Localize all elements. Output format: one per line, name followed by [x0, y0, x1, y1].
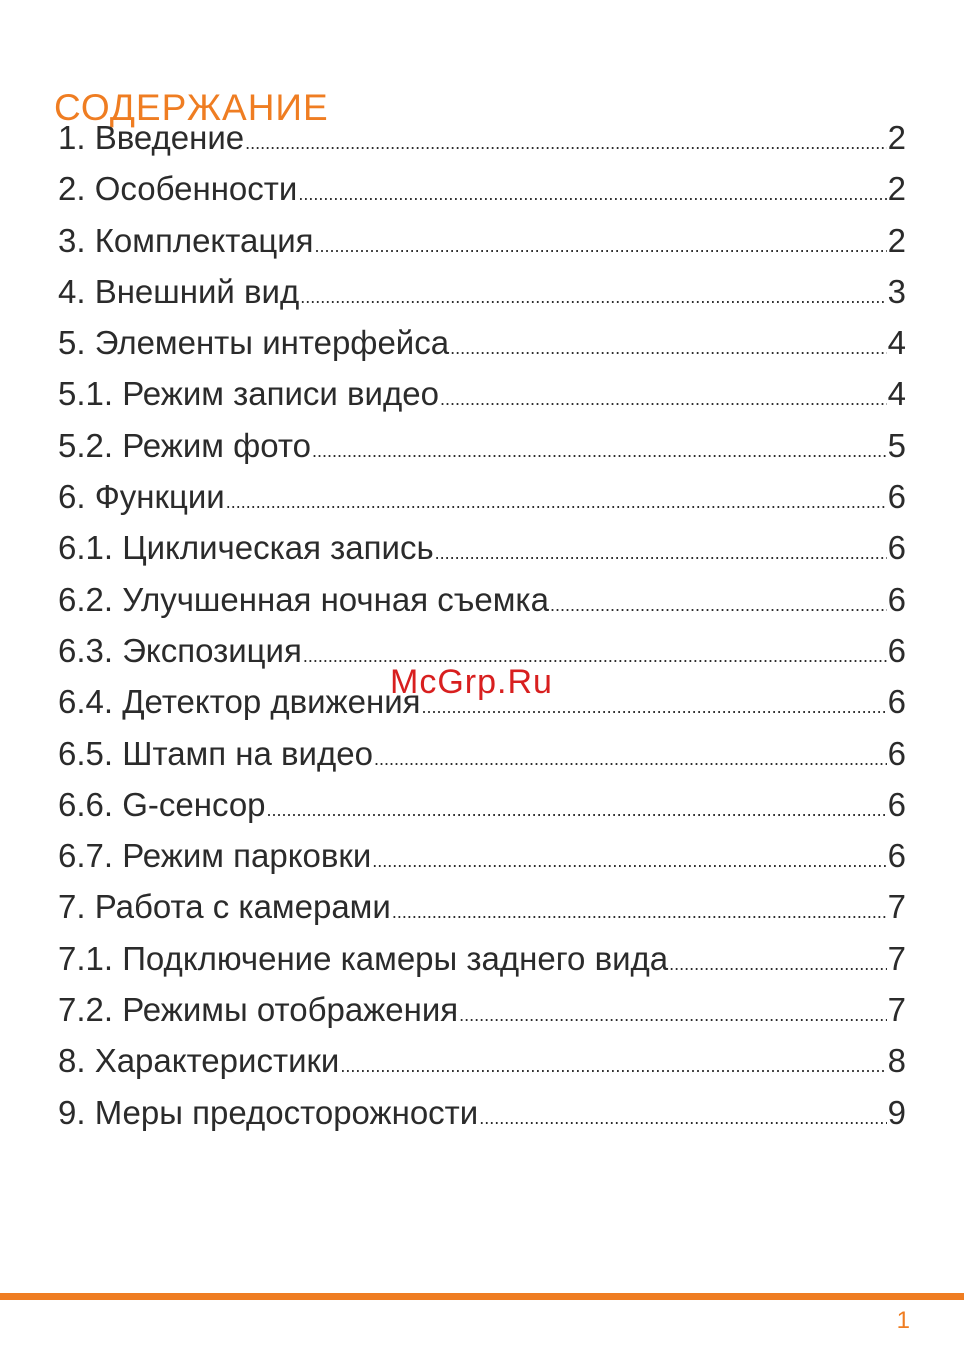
toc-entry-label: 8. Характеристики	[58, 1042, 340, 1080]
toc-entry-page: 6	[887, 837, 906, 875]
toc-entry-page: 2	[887, 119, 906, 156]
toc-entry-precautions[interactable]	[58, 1087, 906, 1138]
page-title: СОДЕРЖАНИЕ	[54, 86, 329, 128]
toc-entry-label: 6.7. Режим парковки	[58, 837, 372, 875]
dot-leader	[459, 990, 887, 1041]
toc-entry-label: 7.2. Режимы отображения	[58, 991, 459, 1029]
toc-entry-introduction[interactable]	[58, 112, 906, 163]
toc-entry-label: 6.6. G-сенсор	[58, 785, 266, 823]
table-of-contents	[58, 112, 906, 1138]
toc-entry-label: 9. Меры предосторожности	[58, 1093, 479, 1131]
toc-entry-page: 7	[887, 939, 906, 977]
toc-entry-label: 2. Особенности	[58, 170, 298, 208]
toc-entry-interface-elements[interactable]	[58, 317, 906, 368]
toc-entry-page: 4	[887, 375, 906, 413]
dot-leader	[372, 836, 886, 887]
toc-entry-page: 6	[887, 734, 906, 772]
toc-entry-label: 1. Введение	[58, 119, 245, 156]
toc-entry-page: 2	[887, 221, 906, 259]
dot-leader	[300, 272, 886, 323]
toc-entry-package[interactable]	[58, 215, 906, 266]
toc-entry-page: 6	[887, 785, 906, 823]
toc-entry-page: 6	[887, 683, 906, 721]
toc-entry-page: 6	[887, 580, 906, 618]
toc-entry-label: 6. Функции	[58, 478, 225, 516]
toc-entry-label: 7. Работа с камерами	[58, 888, 391, 926]
dot-leader	[226, 477, 887, 528]
toc-entry-label: 6.1. Циклическая запись	[58, 529, 434, 567]
dot-leader	[340, 1041, 886, 1092]
toc-entry-label: 6.3. Экспозиция	[58, 631, 302, 669]
toc-entry-video-mode[interactable]	[58, 368, 906, 419]
toc-entry-specifications[interactable]	[58, 1035, 906, 1086]
dot-leader	[450, 323, 887, 374]
footer-divider	[0, 1293, 964, 1300]
dot-leader	[479, 1093, 886, 1144]
dot-leader	[312, 426, 887, 477]
toc-entry-camera-work[interactable]	[58, 881, 906, 932]
toc-entry-page: 5	[887, 426, 906, 464]
page-number: 1	[896, 1307, 910, 1334]
toc-entry-display-modes[interactable]	[58, 984, 906, 1035]
toc-entry-label: 6.4. Детектор движения	[58, 683, 421, 721]
toc-entry-functions[interactable]	[58, 471, 906, 522]
toc-entry-appearance[interactable]	[58, 266, 906, 317]
toc-entry-night-shooting[interactable]	[58, 574, 906, 625]
toc-entry-page: 6	[887, 478, 906, 516]
toc-entry-label: 6.5. Штамп на видео	[58, 734, 373, 772]
dot-leader	[315, 221, 887, 272]
toc-entry-page: 8	[887, 1042, 906, 1080]
toc-entry-page: 9	[887, 1093, 906, 1131]
toc-entry-label: 7.1. Подключение камеры заднего вида	[58, 939, 669, 977]
toc-entry-photo-mode[interactable]	[58, 420, 906, 471]
toc-entry-label: 5.2. Режим фото	[58, 426, 311, 464]
toc-entry-parking-mode[interactable]	[58, 830, 906, 881]
dot-leader	[440, 374, 887, 425]
dot-leader	[435, 528, 887, 579]
dot-leader	[392, 887, 887, 938]
toc-entry-page: 4	[887, 324, 906, 362]
toc-entry-page: 7	[887, 888, 906, 926]
toc-entry-label: 3. Комплектация	[58, 221, 314, 259]
toc-entry-page: 7	[887, 991, 906, 1029]
toc-entry-rear-camera[interactable]	[58, 933, 906, 984]
dot-leader	[669, 939, 886, 990]
dot-leader	[374, 734, 887, 785]
toc-entry-features[interactable]	[58, 163, 906, 214]
toc-entry-label: 4. Внешний вид	[58, 272, 300, 310]
toc-entry-label: 5.1. Режим записи видео	[58, 375, 439, 413]
toc-entry-g-sensor[interactable]	[58, 779, 906, 830]
toc-entry-loop-recording[interactable]	[58, 522, 906, 573]
toc-entry-video-stamp[interactable]	[58, 728, 906, 779]
toc-entry-page: 6	[887, 631, 906, 669]
dot-leader	[245, 118, 887, 169]
dot-leader	[298, 169, 886, 220]
toc-entry-label: 5. Элементы интерфейса	[58, 324, 450, 362]
watermark-text: McGrp.Ru	[390, 663, 553, 701]
toc-entry-page: 2	[887, 170, 906, 208]
dot-leader	[267, 785, 887, 836]
toc-entry-page: 3	[887, 272, 906, 310]
toc-entry-label: 6.2. Улучшенная ночная съемка	[58, 580, 549, 618]
dot-leader	[550, 580, 887, 631]
toc-entry-page: 6	[887, 529, 906, 567]
